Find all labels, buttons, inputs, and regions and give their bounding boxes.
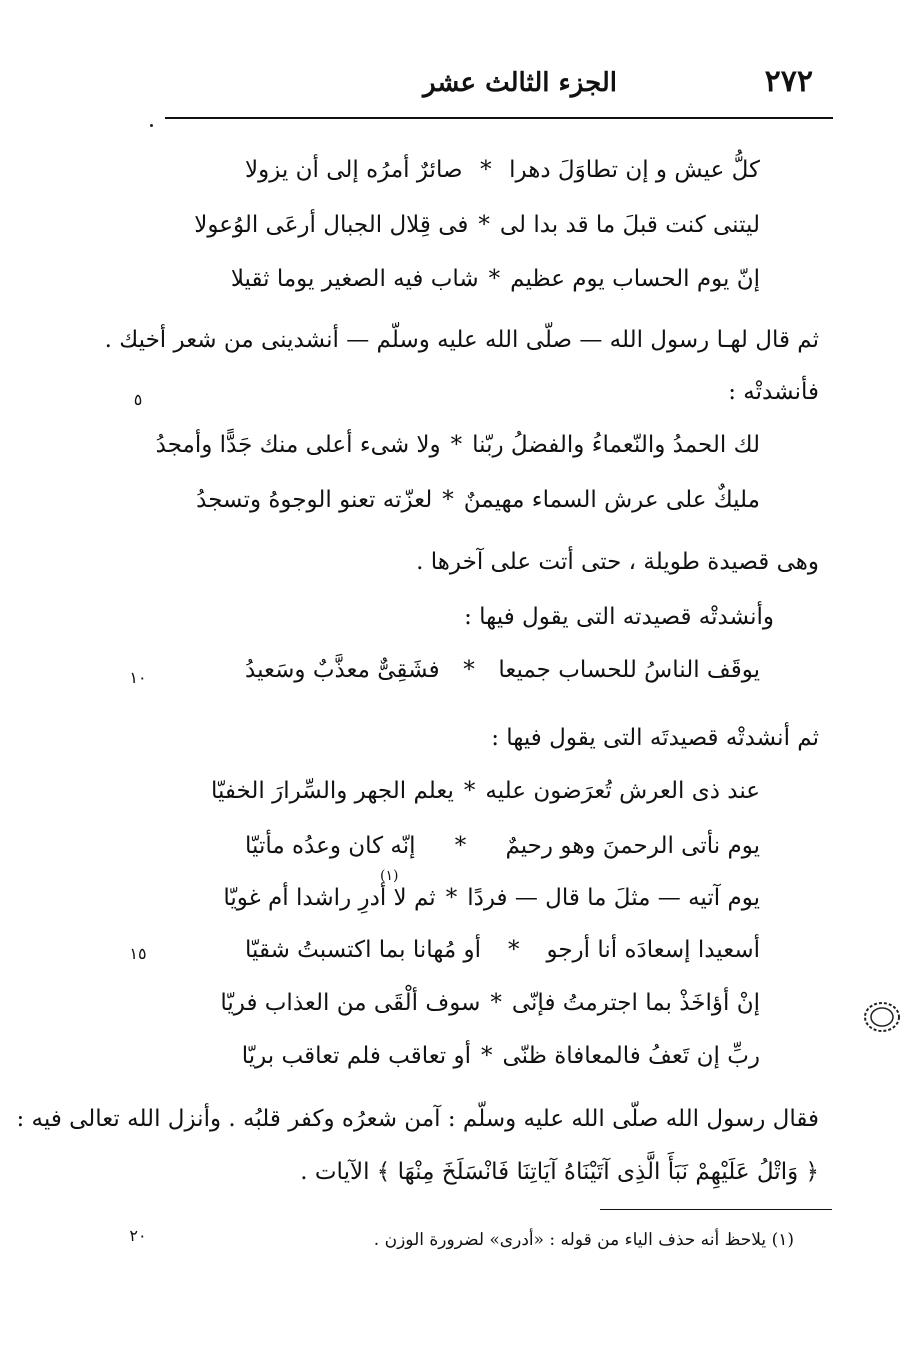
verse-separator: * bbox=[480, 157, 492, 183]
verse-line bbox=[220, 990, 760, 1016]
verse-hemistich-second: لعزّته تعنو الوجوهُ وتسجدُ bbox=[196, 487, 433, 513]
verse-hemistich-second: إنّه كان وعدُه مأتيّا bbox=[245, 833, 416, 859]
verse-line bbox=[155, 432, 760, 458]
verse-hemistich-second: أو مُهانا بما اكتسبتُ شقيّا bbox=[245, 937, 481, 963]
library-seal-icon bbox=[862, 1000, 902, 1034]
verse-hemistich-first: إنّ يوم الحساب يوم عظيم bbox=[510, 266, 760, 292]
prose-paragraph: فقال رسول الله صلّى الله عليه وسلّم : آمن شعرُه وكفر قلبُه . وأنزل الله تعالى فيه : bbox=[16, 1106, 819, 1132]
verse-hemistich-first: يوقَف الناسُ للحساب جميعا bbox=[498, 657, 760, 683]
page-number: ٢٧٢ bbox=[764, 64, 813, 99]
verse-hemistich-first: أسعيدا إسعادَه أنا أرجو bbox=[546, 937, 760, 963]
verse-hemistich-second: يعلم الجهر والسِّرارَ الخفيّا bbox=[210, 778, 454, 804]
verse-separator: * bbox=[463, 778, 476, 804]
verse-hemistich-first: ربِّ إن تَعفُ فالمعافاة ظنّى bbox=[502, 1043, 760, 1069]
verse-line bbox=[196, 487, 760, 513]
verse-hemistich-first: ليتنى كنت قبلَ ما قد بدا لى bbox=[499, 212, 760, 238]
verse-line bbox=[245, 937, 760, 963]
verse-hemistich-second: أو تعاقب فلم تعاقب بريّا bbox=[241, 1043, 472, 1069]
verse-line bbox=[210, 778, 760, 804]
verse-separator: * bbox=[454, 833, 467, 859]
verse-hemistich-second: فشَقِىٌّ معذَّبٌ وسَعيدُ bbox=[245, 657, 440, 683]
prose-paragraph: وهى قصيدة طويلة ، حتى أتت على آخرها . bbox=[416, 549, 819, 575]
verse-hemistich-first: إنْ أؤاخَذْ بما اجترمتُ فإنّى bbox=[511, 990, 760, 1016]
verse-hemistich-first: مليكٌ على عرش السماء مهيمنٌ bbox=[463, 487, 760, 513]
margin-line-number: ٢٠ bbox=[129, 1226, 147, 1245]
verse-hemistich-second: ثم لا أدرِ راشدا أم غويّا bbox=[223, 885, 436, 911]
verse-separator: * bbox=[450, 432, 463, 458]
verse-line bbox=[223, 885, 760, 911]
verse-line bbox=[245, 157, 760, 183]
prose-paragraph: ثم قال لهـا رسول الله — صلّى الله عليه وسلّم — أنشدينى من شعر أخيك . bbox=[104, 327, 819, 353]
verse-hemistich-second: سوف ألْقَى من العذاب فريّا bbox=[220, 990, 481, 1016]
verse-hemistich-second: فى قِلال الجبال أرعَى الوُعولا bbox=[194, 212, 469, 238]
verse-line bbox=[241, 1043, 760, 1069]
verse-line bbox=[230, 266, 760, 292]
verse-hemistich-first: يوم نأتى الرحمنَ وهو رحيمٌ bbox=[505, 833, 760, 859]
verse-separator: * bbox=[445, 885, 458, 911]
verse-separator: * bbox=[507, 937, 520, 963]
verse-hemistich-second: ولا شىء أعلى منك جَدًّا وأمجدُ bbox=[155, 432, 441, 458]
footnote-rule bbox=[600, 1209, 832, 1210]
footnote: (١) يلاحظ أنه حذف الياء من قوله : «أدرى» لضرورة الوزن . bbox=[373, 1230, 794, 1250]
verse-separator: * bbox=[488, 266, 501, 292]
prose-paragraph: ثم أنشدتْه قصيدتَه التى يقول فيها : bbox=[491, 725, 819, 751]
prose-paragraph: فأنشدتْه : bbox=[728, 379, 819, 405]
verse-hemistich-second: شاب فيه الصغير يوما ثقيلا bbox=[230, 266, 479, 292]
verse-line bbox=[245, 657, 760, 683]
margin-line-number: ٥ bbox=[133, 390, 143, 409]
verse-separator: * bbox=[478, 212, 490, 238]
verse-hemistich-first: لك الحمدُ والنّعماءُ والفضلُ ربّنا bbox=[472, 432, 760, 458]
margin-line-number: ١٠ bbox=[129, 668, 147, 687]
verse-hemistich-first: كلُّ عيش و إن تطاوَلَ دهرا bbox=[509, 157, 760, 183]
margin-line-number: ١٥ bbox=[129, 944, 147, 963]
stray-dot bbox=[150, 124, 153, 127]
quran-quotation: ﴿ وَاتْلُ عَلَيْهِمْ نَبَأَ الَّذِى آتَيْنَاهُ آيَاتِنَا فَانْسَلَخَ مِنْهَا ﴾ الآيات . bbox=[300, 1159, 819, 1185]
verse-hemistich-first: يوم آتيه — مثلَ ما قال — فردًا bbox=[467, 885, 760, 911]
verse-line bbox=[245, 833, 760, 859]
verse-line bbox=[194, 212, 760, 238]
footnote-marker: (١) bbox=[380, 868, 399, 884]
verse-hemistich-first: عند ذى العرش تُعرَضون عليه bbox=[485, 778, 760, 804]
page-header bbox=[165, 62, 833, 112]
verse-hemistich-second: صائرٌ أمرُه إلى أن يزولا bbox=[245, 157, 463, 183]
verse-separator: * bbox=[481, 1043, 493, 1069]
running-title: الجزء الثالث عشر bbox=[423, 68, 618, 98]
header-rule bbox=[165, 117, 833, 119]
verse-separator: * bbox=[490, 990, 502, 1016]
verse-separator: * bbox=[442, 487, 454, 513]
prose-paragraph: وأنشدتْه قصيدته التى يقول فيها : bbox=[464, 604, 774, 630]
verse-separator: * bbox=[463, 657, 475, 683]
